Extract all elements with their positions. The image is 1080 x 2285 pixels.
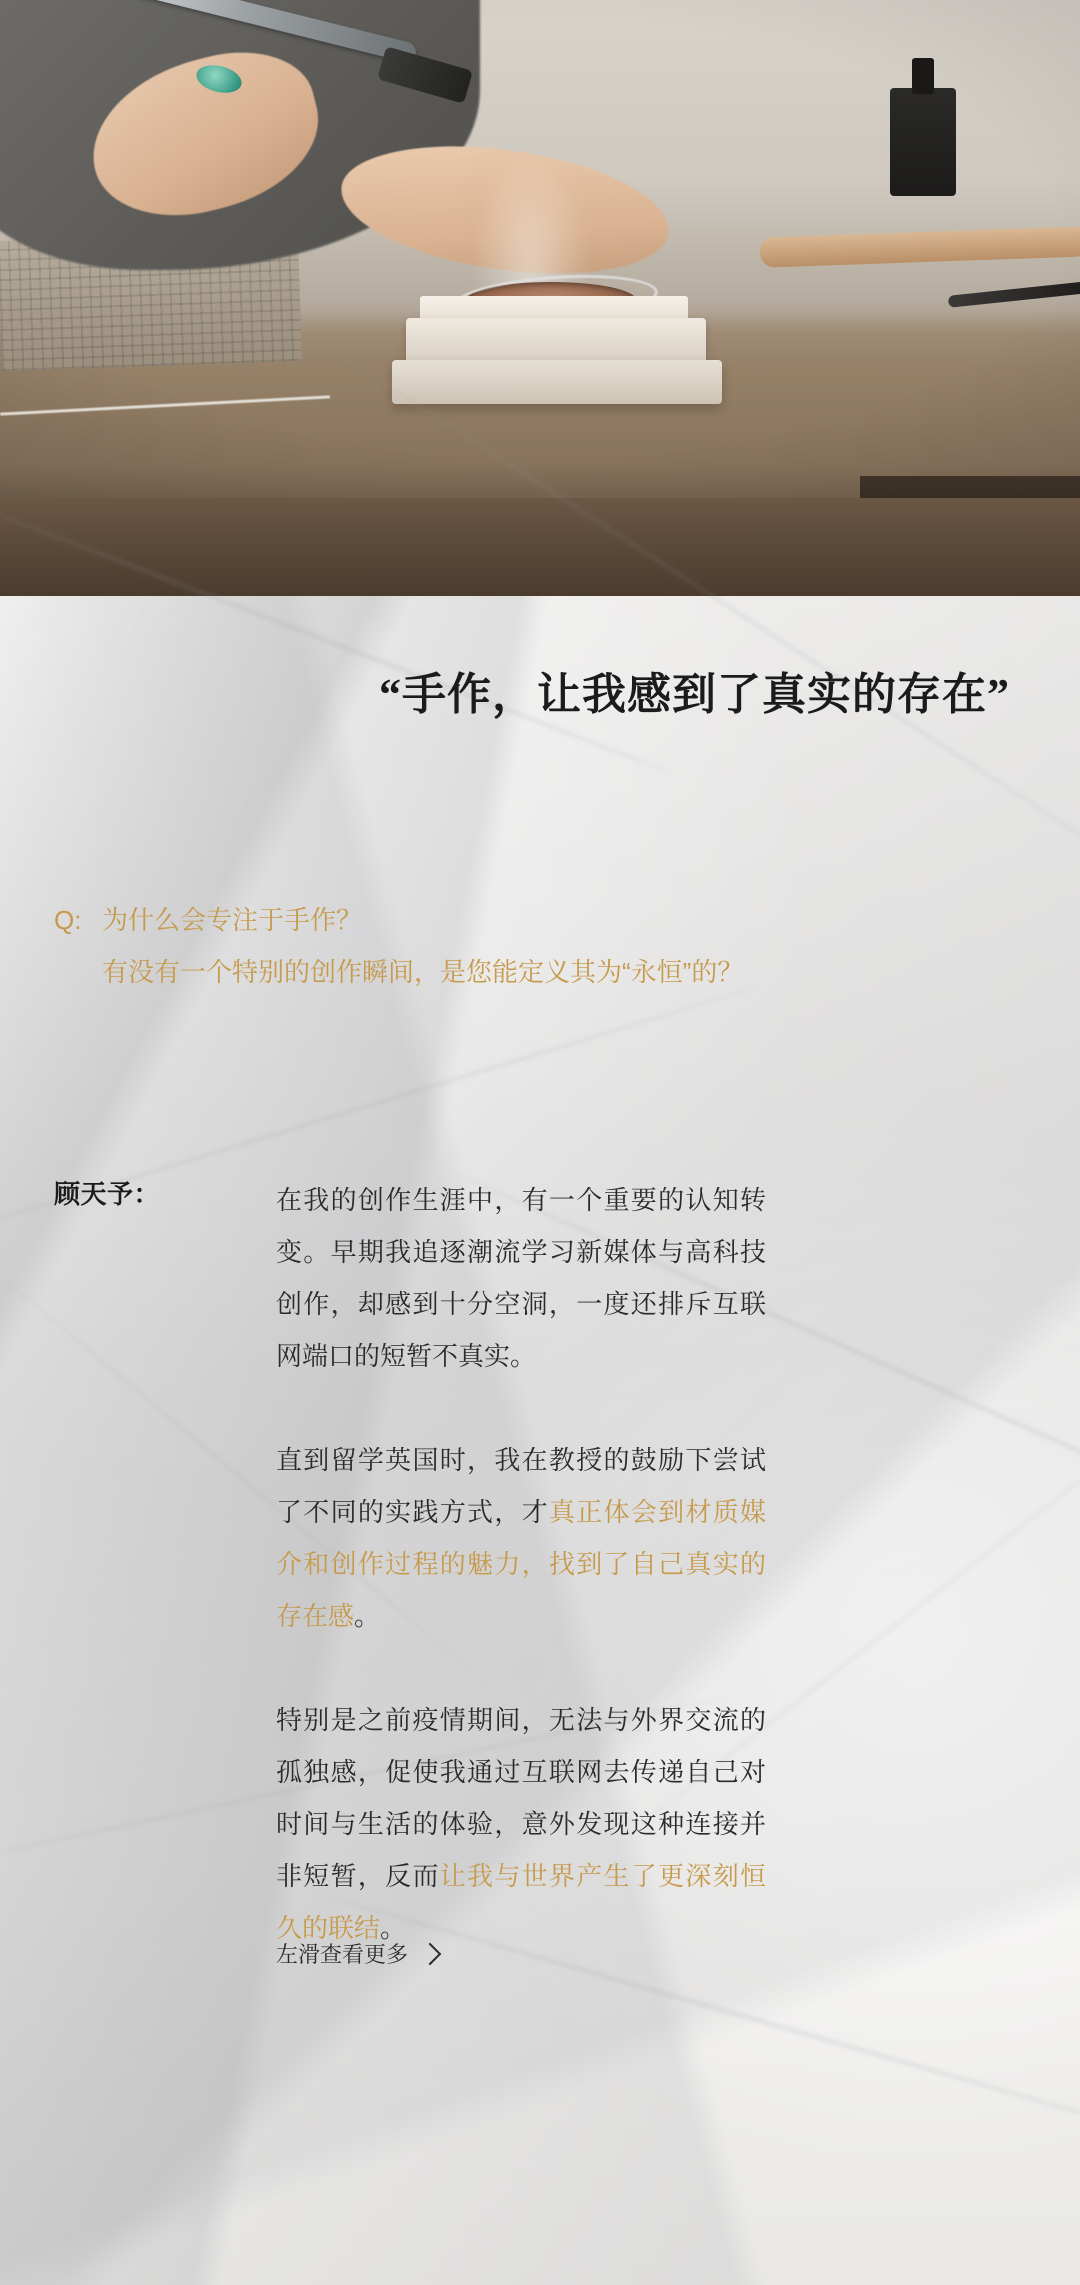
answer-paragraph-2 [276, 1434, 766, 1642]
question-text-1: 为什么会专注于手作？ [102, 905, 363, 935]
solder-block-icon [406, 318, 706, 364]
answer-p3-after: 。 [380, 1913, 407, 1943]
answer-p2-highlight: 真正体会到材质媒介和创作过程的魅力，找到了自己真实的存在感 [276, 1497, 766, 1631]
ink-bottle-icon [890, 88, 956, 196]
answer-text [276, 1174, 766, 1954]
interview-answer [54, 1174, 1044, 1954]
hero-image [0, 0, 1080, 596]
chevron-right-icon [419, 1942, 442, 1965]
answer-p3-before: 特别是之前疫情期间，无法与外界交流的孤独感，促使我通过互联网去传递自己对时间与生活的体验，意外发现这种连接并非短暂，反而 [276, 1705, 766, 1891]
page-title: “手作，让我感到了真实的存在” [379, 670, 1010, 719]
interview-question [54, 894, 1024, 998]
question-text-2: 有没有一个特别的创作瞬间，是您能定义其为“永恒”的？ [102, 957, 744, 987]
answer-p3-highlight: 让我与世界产生了更深刻恒久的联结 [276, 1861, 766, 1943]
solder-block-base [392, 360, 722, 404]
question-line-1 [54, 894, 1024, 946]
answer-paragraph-3 [276, 1694, 766, 1954]
interviewee-name: 顾天予： [54, 1179, 161, 1209]
question-marker: Q: [54, 905, 82, 935]
swipe-more-label: 左滑查看更多 [276, 1942, 409, 1967]
swipe-more-button[interactable] [276, 1938, 438, 1969]
table-front-edge [0, 498, 1080, 596]
answer-p2-after: 。 [354, 1601, 381, 1631]
answer-paragraph-1: 在我的创作生涯中，有一个重要的认知转变。早期我追逐潮流学习新媒体与高科技创作，却感到十分空洞，一度还排斥互联网端口的短暂不真实。 [276, 1185, 766, 1371]
article-body [0, 596, 1080, 2285]
answer-p2-before: 直到留学英国时，我在教授的鼓励下尝试了不同的实践方式，才 [276, 1445, 766, 1527]
ink-bottle-cap-icon [912, 58, 934, 94]
